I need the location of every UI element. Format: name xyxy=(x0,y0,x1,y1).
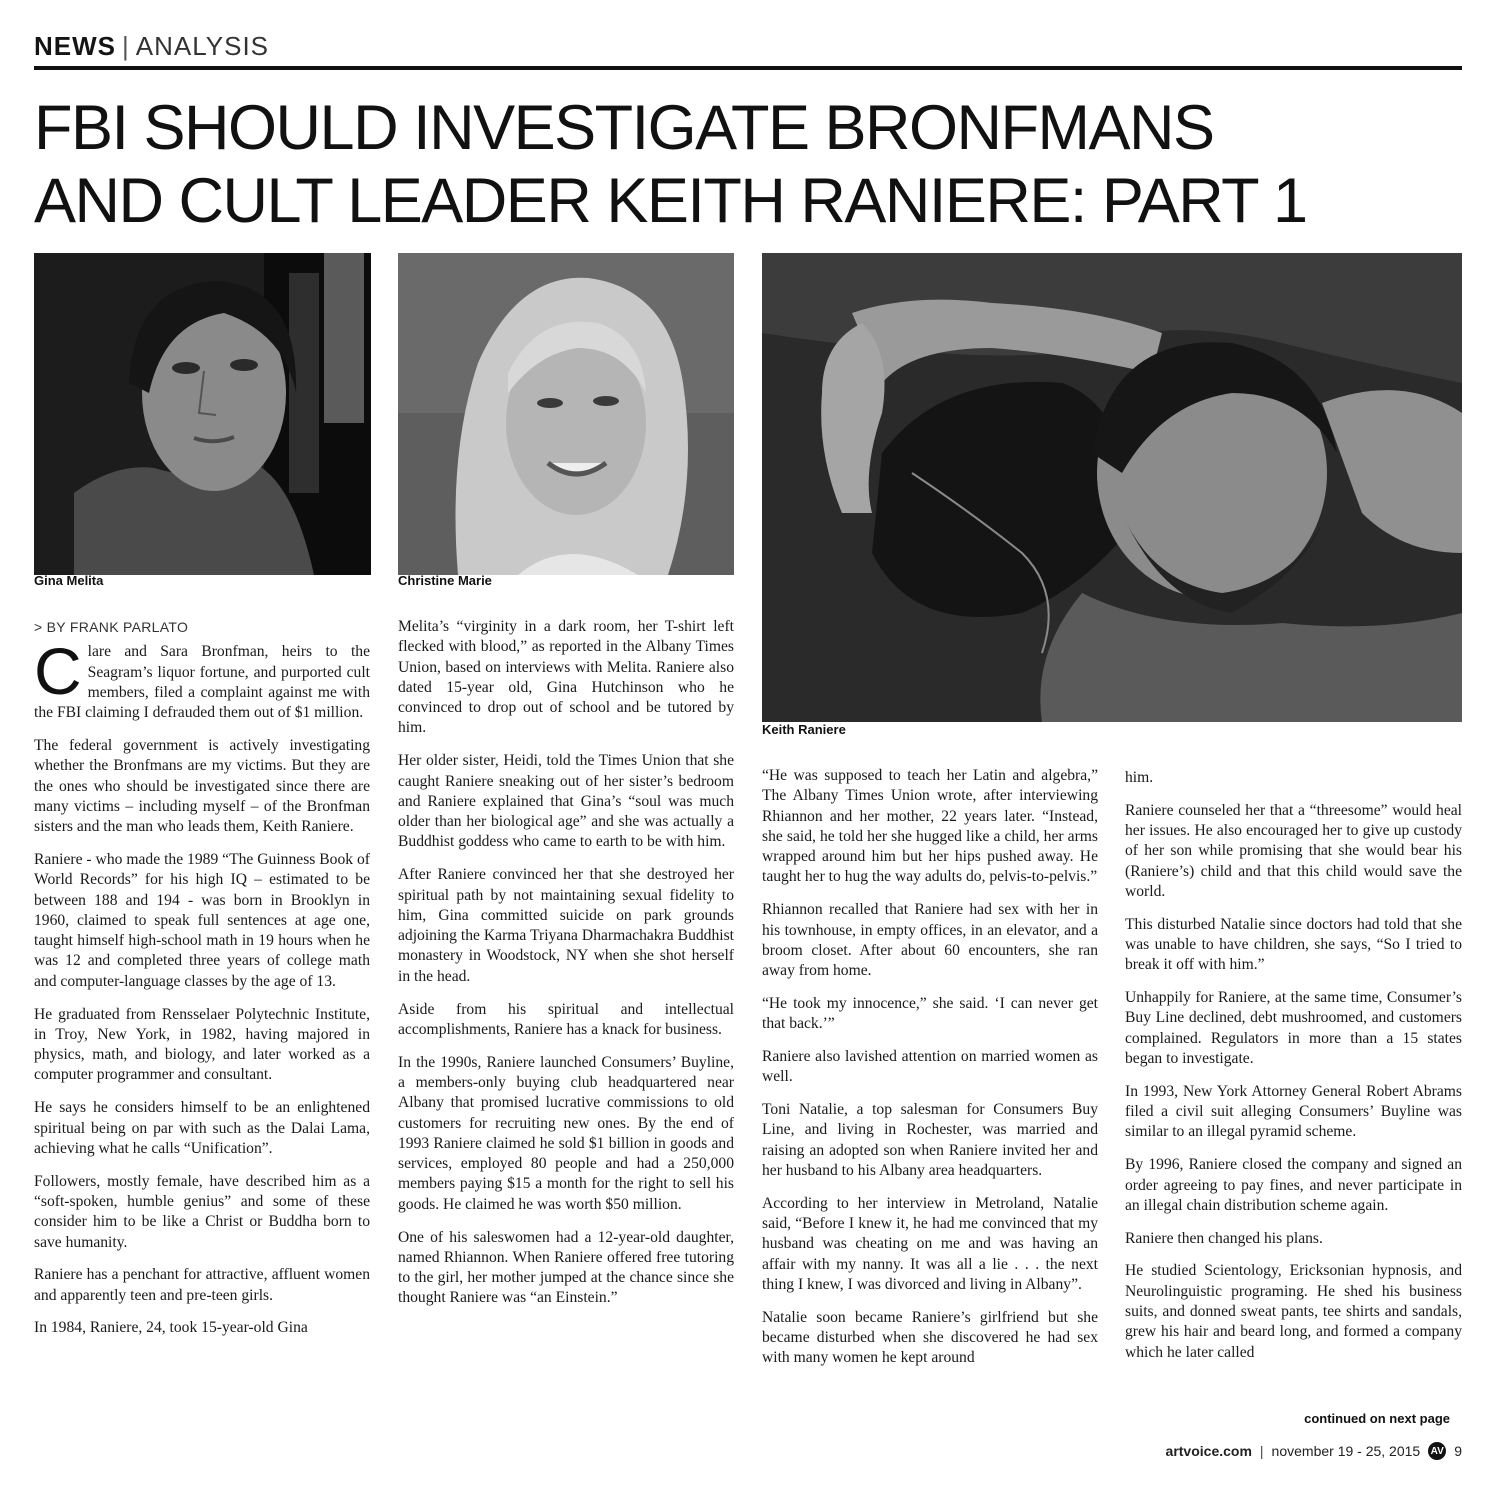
page-number: 9 xyxy=(1454,1443,1462,1459)
paragraph-text: lare and Sara Bronfman, heirs to the Seagram’s liquor fortune, and purported cult members, filed a complaint against me with the FBI claiming I defrauded them out of $1 million. xyxy=(34,643,370,722)
footer-separator: | xyxy=(1259,1443,1264,1459)
article-paragraph: He studied Scientology, Ericksonian hypnosis, and Neurolinguistic programing. He shed his business suits, and donned sweat pants, tee shirts and sandals, grew his hair and beard long, and formed a company which he later called xyxy=(1125,1262,1462,1361)
headline-line-1: FBI SHOULD INVESTIGATE BRONFMANS xyxy=(34,93,1214,163)
section-header xyxy=(34,30,1462,70)
article-column-2 xyxy=(398,617,734,1321)
footer-site: artvoice.com xyxy=(1165,1443,1252,1459)
article-column-3 xyxy=(762,766,1098,1381)
article-paragraph: him. xyxy=(1125,769,1154,786)
article-paragraph: He says he considers himself to be an enlightened spiritual being on par with such as the Dalai Lama, achieving what he calls “Unification”. xyxy=(34,1099,370,1157)
photo-gina-melita xyxy=(34,253,371,575)
article-paragraph: After Raniere convinced her that she destroyed her spiritual path by not maintaining sexual fidelity to him, Gina committed suicide on park grounds adjoining the Karma Triyana Dharmachakra Buddhist monastery in Woodstock, NY when she shot herself in the head. xyxy=(398,866,734,985)
article-paragraph: By 1996, Raniere closed the company and signed an order agreeing to pay fines, and never participate in an illegal chain distribution scheme again. xyxy=(1125,1156,1462,1214)
article-paragraph: In the 1990s, Raniere launched Consumers’ Buyline, a members-only buying club headquartered near Albany that promised lucrative commissions to old customers for recruiting new ones. By the end of 1993 Raniere claimed he sold $1 billion in goods and services, employed 80 people and had a 250,000 members paying $15 a month for the right to sell his goods. He claimed he was worth $50 million. xyxy=(398,1053,734,1213)
article-paragraph: According to her interview in Metroland, Natalie said, “Before I knew it, he had me convinced that my husband was cheating on me and was having an affair with my nanny. It was all a lie . . . the next thing I knew, I was divorced and living in Albany”. xyxy=(762,1194,1098,1294)
article-paragraph: Unhappily for Raniere, at the same time, Consumer’s Buy Line declined, debt mushroomed, and customers complained. Regulators in more than a 15 states began to investigate. xyxy=(1125,989,1462,1068)
article-paragraph: Raniere - who made the 1989 “The Guinness Book of World Records” for his high IQ – estimated to be between 188 and 194 - was born in Brooklyn in 1960, claimed to speak full sentences at age one, taught himself high-school math in 19 hours when he was 12 and completed three years of college math and computer-language classes by the age of 13. xyxy=(34,850,370,990)
article-paragraph: In 1993, New York Attorney General Robert Abrams filed a civil suit alleging Consumers’ Buyline was similar to an illegal pyramid scheme. xyxy=(1125,1082,1462,1141)
article-paragraph: Natalie soon became Raniere’s girlfriend but she became disturbed when she discovered he had sex with many women he kept around xyxy=(762,1308,1098,1367)
article-paragraph: “He took my innocence,” she said. ‘I can never get that back.’” xyxy=(762,994,1098,1033)
article-paragraph: Raniere then changed his plans. xyxy=(1125,1229,1323,1247)
article-paragraph: The federal government is actively investigating whether the Bronfmans are my victims. But they are the ones who should be investigated since there are many victims – including myself – of the Bronfman sisters and the man who leads them, Keith Raniere. xyxy=(34,736,370,836)
section-name: NEWS xyxy=(34,31,116,61)
drop-cap: C xyxy=(34,634,82,709)
article-paragraph: Melita’s “virginity in a dark room, her T-shirt left flecked with blood,” as reported in the Albany Times Union, based on interviews with Melita. Raniere also dated 15-year old, Gina Hutchinson who he convinced to drop out of school and be tutored by him. xyxy=(398,618,734,737)
article-paragraph: One of his saleswomen had a 12-year-old daughter, named Rhiannon. When Raniere offered free tutoring to the girl, her mother jumped at the chance since she thought Raniere was “an Einstein.” xyxy=(398,1228,734,1307)
article-paragraph: Raniere counseled her that a “threesome” would heal her issues. He also encouraged her to give up custody of her son while promising that she would bear his (Raniere’s) child and that this child would save the world. xyxy=(1125,801,1462,900)
subsection-name: ANALYSIS xyxy=(135,31,270,61)
article-paragraph: Toni Natalie, a top salesman for Consumers Buy Line, and living in Rochester, was married and raising an adopted son when Raniere invited her and her husband to his Albany area headquarters. xyxy=(762,1101,1098,1180)
article-paragraph xyxy=(34,634,370,723)
headline-line-2: AND CULT LEADER KEITH RANIERE: PART 1 xyxy=(34,166,1307,236)
section-label xyxy=(34,30,1462,62)
article-paragraph: “He was supposed to teach her Latin and algebra,” The Albany Times Union wrote, after interviewing Rhiannon and her mother, 22 years later. “Instead, she said, he told her she hugged like a child, her arms wrapped around him but her hips pushed away. He taught her to hug the way adults do, pelvis-to-pelvis.” xyxy=(762,767,1098,886)
photo-caption: Gina Melita xyxy=(34,573,104,588)
article-paragraph: Raniere has a penchant for attractive, affluent women and apparently teen and pre-teen girls. xyxy=(34,1266,370,1304)
photo-keith-raniere xyxy=(762,253,1462,722)
headline xyxy=(34,92,1464,238)
article-paragraph: This disturbed Natalie since doctors had told that she was unable to have children, she says, “So I tried to break it off with him.” xyxy=(1125,915,1462,974)
photo-caption: Keith Raniere xyxy=(762,722,846,737)
page-footer xyxy=(1166,1442,1462,1460)
article-paragraph: Aside from his spiritual and intellectual accomplishments, Raniere has a knack for business. xyxy=(398,1000,734,1038)
byline: > BY FRANK PARLATO xyxy=(34,619,189,635)
photo-christine-marie xyxy=(398,253,734,575)
article-column-1 xyxy=(34,617,370,1351)
photo-caption: Christine Marie xyxy=(398,573,492,588)
section-separator: | xyxy=(122,31,130,61)
footer-date: november 19 - 25, 2015 xyxy=(1271,1443,1421,1459)
article-paragraph: He graduated from Rensselaer Polytechnic Institute, in Troy, New York, in 1982, having majored in physics, math, and biology, and later worked as a computer programmer and consultant. xyxy=(34,1005,370,1084)
article-column-4 xyxy=(1125,768,1462,1375)
article-paragraph: Rhiannon recalled that Raniere had sex with her in his townhouse, in empty offices, in an elevator, and a broom closet. After about 60 encounters, she ran away from home. xyxy=(762,901,1098,980)
artvoice-logo-icon: AV xyxy=(1428,1442,1446,1460)
article-paragraph: Followers, mostly female, have described him as a “soft-spoken, humble genius” and some of these consider him to be like a Christ or Buddha born to save humanity. xyxy=(34,1172,370,1251)
article-paragraph: Raniere also lavished attention on married women as well. xyxy=(762,1048,1098,1086)
article-paragraph: In 1984, Raniere, 24, took 15-year-old Gina xyxy=(34,1319,308,1337)
article-paragraph: Her older sister, Heidi, told the Times Union that she caught Raniere sneaking out of her sister’s bedroom and Raniere explained that Gina’s “soul was much older than her biological age” and she was actually a Buddhist goddess who came to earth to be with him. xyxy=(398,752,734,851)
continued-notice: continued on next page xyxy=(1304,1411,1450,1426)
